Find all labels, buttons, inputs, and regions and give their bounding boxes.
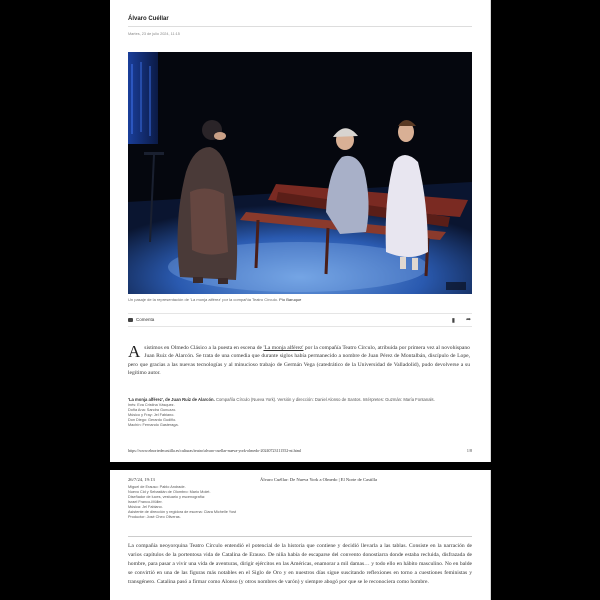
credits-line: Músico y Fray: Jel Fabiano. (128, 412, 175, 417)
print-date: 26/7/24, 19:13 (128, 477, 155, 482)
page-url: https://www.elnortedecastilla.es/culturas/teatro/alvaro-cuellar-nueva-york-olmedo-20240723111552-nt.html (128, 448, 301, 453)
divider (128, 536, 472, 537)
article-intro-paragraph (128, 344, 470, 378)
credits-line: Productor: José Cheo Oliveras. (128, 515, 181, 519)
credits-line: Nuevo Cid y Sebastián de Olombro: Mario Molet. (128, 490, 211, 494)
drop-cap: A (128, 342, 141, 361)
credits-line: Israel Franco-Müller. (128, 500, 163, 504)
article-photo (128, 52, 472, 294)
article-toolbar (128, 313, 472, 327)
caption-text: Un pasaje de la representación de 'La monja alférez' por la compañía Teatro Círculo. (128, 297, 278, 302)
share-icon[interactable]: ➦ (465, 316, 471, 323)
play-title-link[interactable]: 'La monja alférez' (263, 345, 304, 351)
comments-label: Comenta (136, 317, 155, 322)
document-page-2 (110, 470, 490, 600)
caption-credit: Pío Baruque (279, 297, 302, 302)
photo-caption (128, 297, 301, 302)
credits-line: Música: Jel Fabiano. (128, 505, 163, 509)
page-number: 1/8 (466, 448, 472, 453)
credits-line: Machín: Fernando Gasteraga. (128, 422, 179, 427)
intro-text: sistimos en Olmedo Clásico a la puesta en escena de (144, 345, 264, 351)
credits-line: Inés: Eva Cristina Vásquez. (128, 402, 175, 407)
author-name: Álvaro Cuéllar (128, 16, 169, 22)
bookmark-icon[interactable]: ▮ (451, 317, 455, 324)
credits-title: 'La monja alférez', de Juan Ruiz de Alarcón. (128, 397, 215, 402)
credits-intro: Compañía Círculo (Nueva York). Versión y dirección: Daniel Alonso de Santos. Intérpretes: Guzmán: María Fontanals. (214, 397, 435, 402)
credits-list-continued (128, 485, 236, 520)
comment-icon (128, 318, 133, 322)
credits-line: Miguel de Erauso: Pablo Andrade. (128, 485, 186, 489)
print-header-title: Álvaro Cuéllar: De Nueva York a Olmedo | El Norte de Castilla (260, 477, 378, 482)
credits-line: Doña Ana: Sandra Gunuzzo. (128, 407, 177, 412)
play-credits (128, 397, 472, 428)
credits-line: Asistente de dirección y regidora de escena: Clara Michelle Yost (128, 510, 237, 514)
article-paragraph: La compañía neoyorquina Teatro Círculo entendió el potencial de la historia que contiene y decidió llevarla a las tablas. Consiste en la narración de varios capítulos de la portentosa vida de Catalina de Erauso. De niña había de escaparse del convento donostiarra donde estaba recluida, disfrazada de hombre, para pasar a vivir una vida de aventuras, dirigir ejércitos en las Américas, enamorar a mil damas… y todo ello en hábito masculino. No en balde se convirtió en una de las figuras más notables en el Siglo de Oro y en nuestros días sigue suscitando reflexiones en torno a cuestiones feministas y transgénero. Catalina pasó a firmar como Alonso (y otros nombres de varón) y siempre abogó por que se le reconociera como hombre. (128, 543, 472, 585)
publish-date: Martes, 23 de julio 2024, 11:15 (128, 32, 180, 36)
credits-line: Diseñador de luces, vestuario y escenografía: (128, 495, 206, 499)
divider (128, 26, 472, 27)
document-page-1 (110, 0, 490, 462)
comments-button[interactable] (128, 317, 154, 322)
credits-line: Don Diego: Gerardo Gudiño. (128, 417, 177, 422)
intro-text-continued: por la compañía Teatro Círculo, atribuida por primera vez al novohispano Juan Ruiz de Alarcón. Se trata de una comedia que durante siglos había permanecido a nombre de Juan Pérez de Montalbán, discípulo de Lope, pero que gracias a las nuevas tecnologías y al minucioso trabajo de Germán Vega (catedrático de la Universidad de Valladolid), pudo devolverse a su legítimo autor. (128, 345, 470, 377)
